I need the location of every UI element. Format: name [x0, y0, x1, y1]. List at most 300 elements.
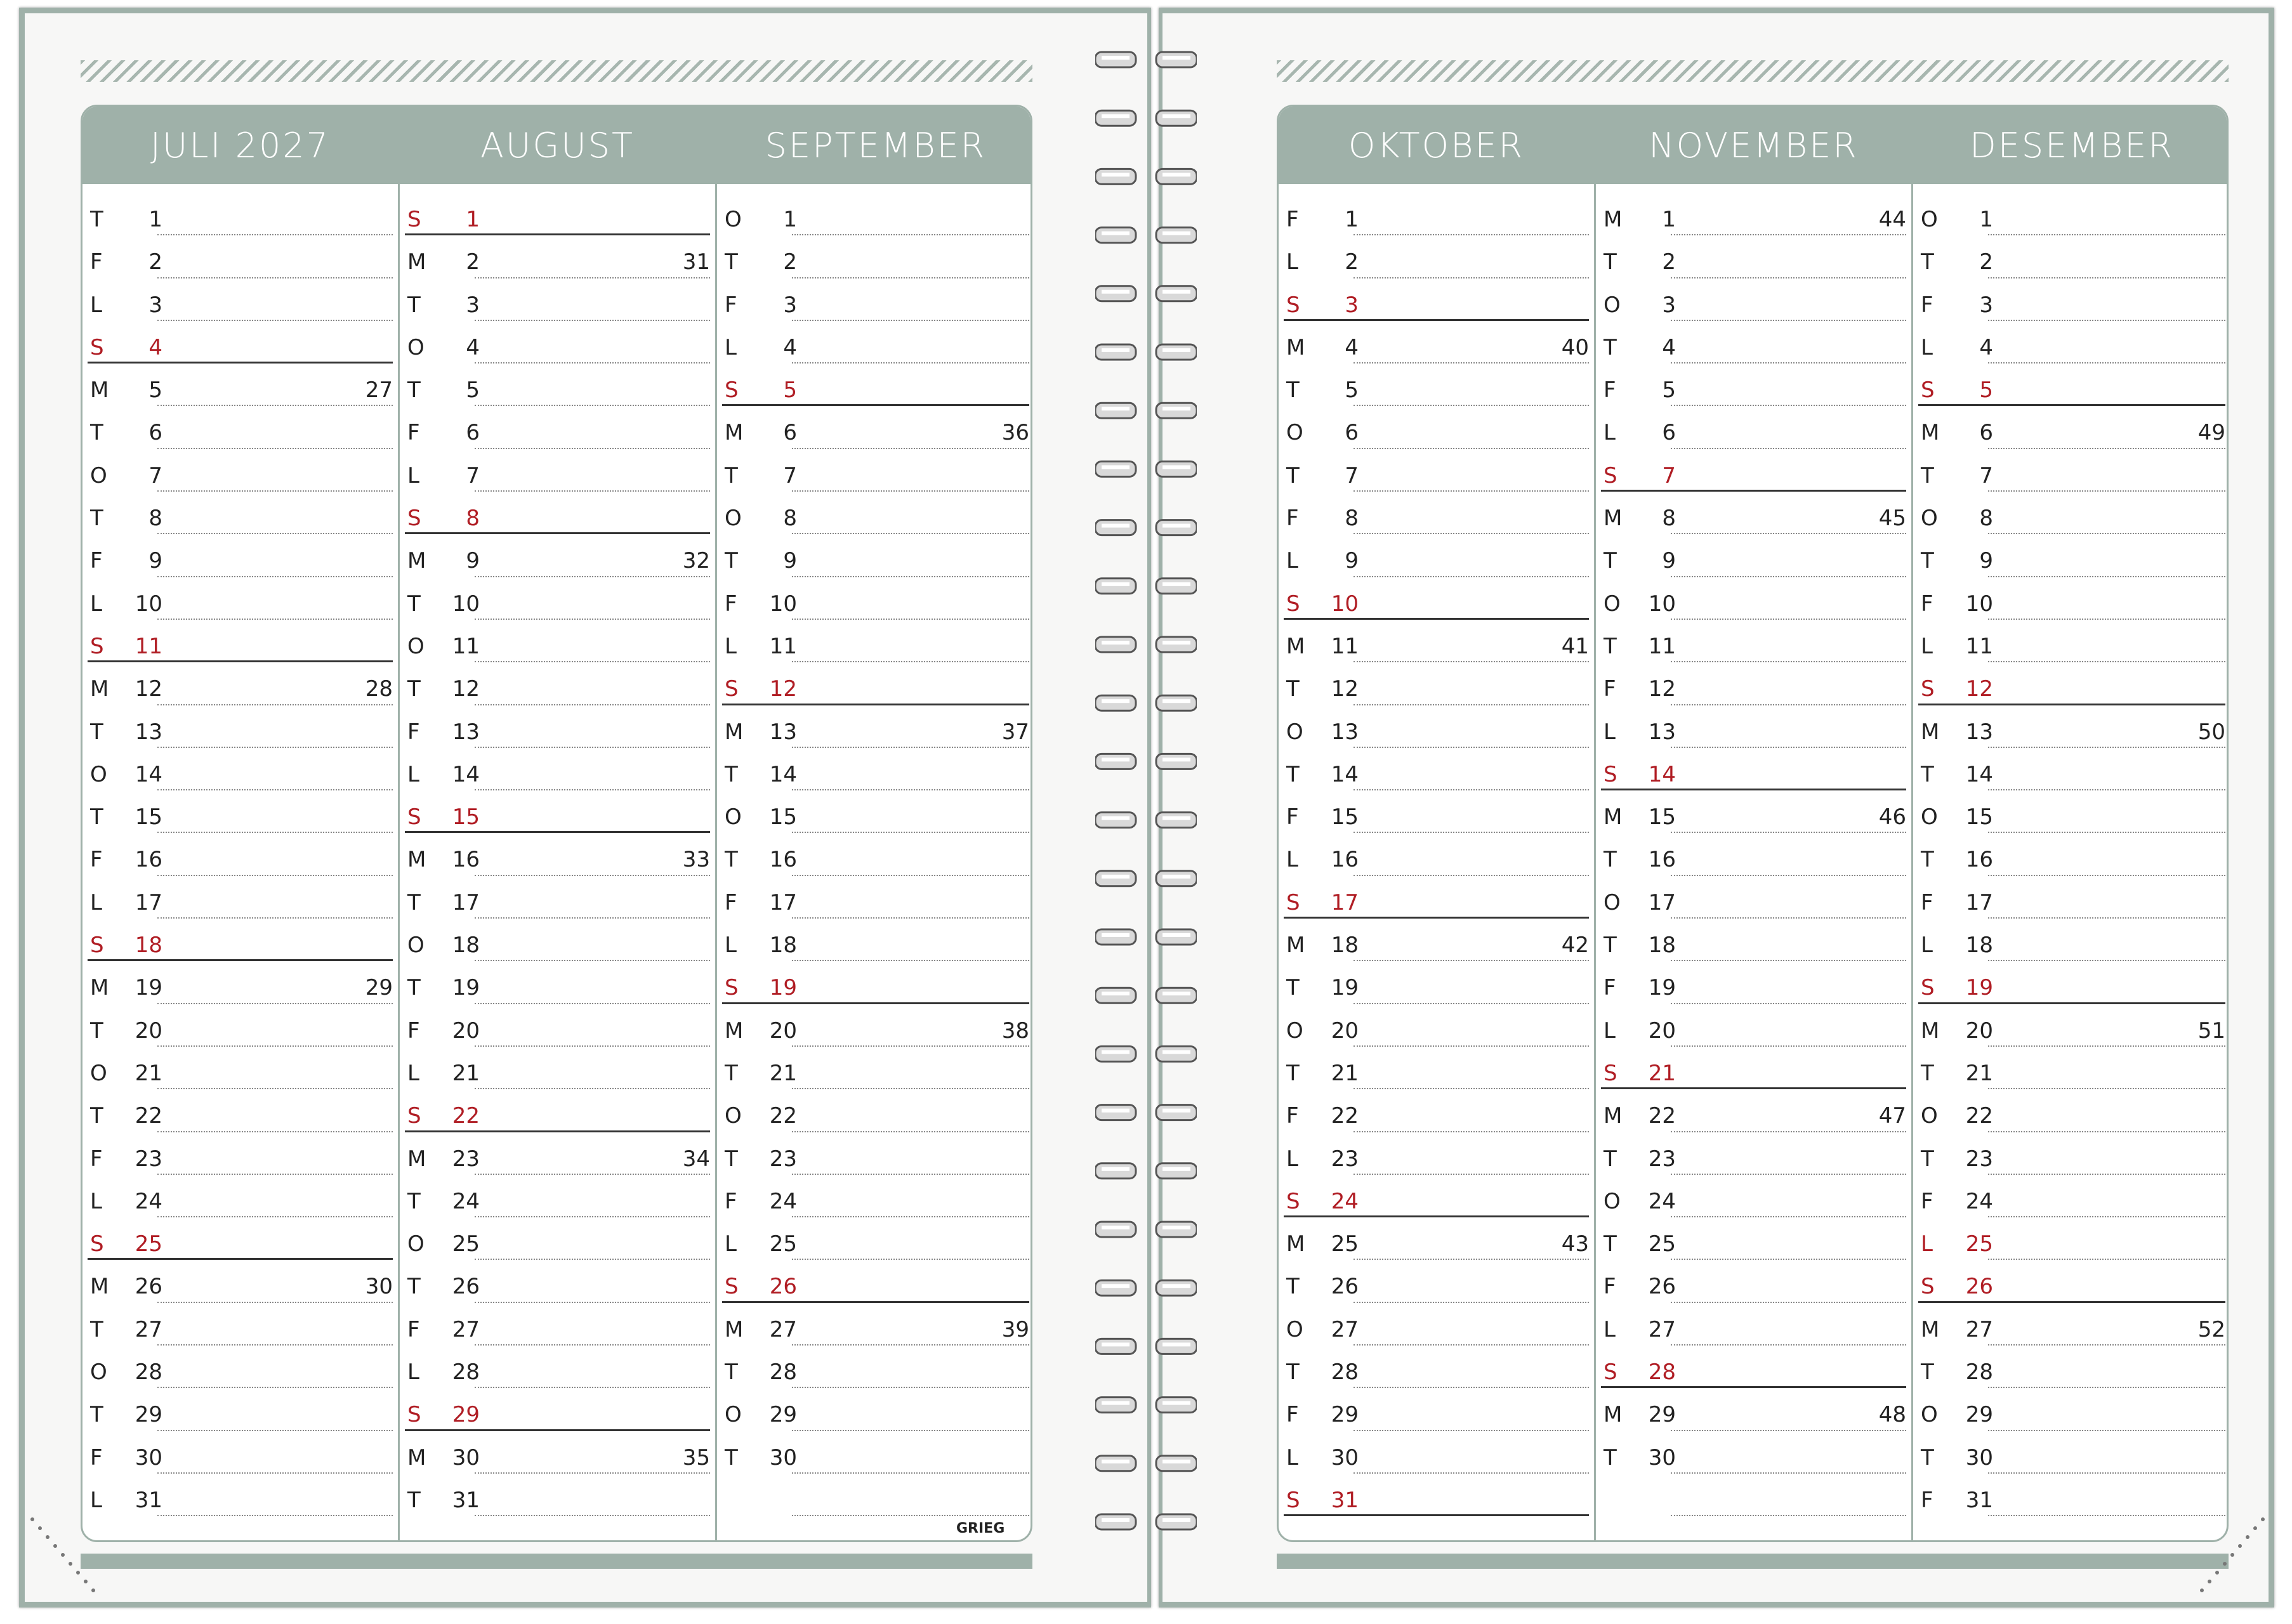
day-row: [1913, 710, 2229, 753]
writing-line[interactable]: [475, 1515, 710, 1516]
writing-line[interactable]: [475, 960, 710, 961]
writing-line[interactable]: [1284, 618, 1589, 620]
writing-line[interactable]: [1988, 362, 2225, 363]
writing-line[interactable]: [792, 875, 1029, 876]
writing-line[interactable]: [475, 277, 710, 278]
writing-line[interactable]: [475, 320, 710, 321]
writing-line[interactable]: [1353, 789, 1589, 790]
writing-line[interactable]: [792, 1045, 1029, 1047]
writing-line[interactable]: [792, 576, 1029, 577]
writing-line[interactable]: [792, 1344, 1029, 1346]
writing-line[interactable]: [1988, 1045, 2225, 1047]
writing-line[interactable]: [1988, 1131, 2225, 1132]
writing-line[interactable]: [405, 1130, 710, 1132]
writing-line[interactable]: [722, 1002, 1029, 1004]
day-number: 12: [452, 676, 480, 702]
day-number: 24: [1965, 1188, 1993, 1214]
day-number: 11: [769, 633, 797, 659]
weekday-letter: O: [725, 804, 742, 830]
weekday-letter: M: [1604, 506, 1623, 532]
week-number: 41: [1561, 633, 1589, 659]
day-row: [1279, 966, 1594, 1009]
writing-line[interactable]: [1918, 1301, 2225, 1303]
writing-line[interactable]: [1353, 490, 1589, 492]
day-number: 8: [1662, 506, 1676, 532]
weekday-letter: L: [1921, 334, 1933, 360]
writing-line[interactable]: [1671, 405, 1906, 406]
writing-line[interactable]: [1918, 404, 2225, 406]
day-number: 24: [769, 1188, 797, 1214]
writing-line[interactable]: [157, 1302, 393, 1303]
weekday-letter: M: [1604, 207, 1623, 232]
writing-line[interactable]: [1671, 576, 1906, 577]
writing-line[interactable]: [792, 533, 1029, 534]
writing-line[interactable]: [792, 1515, 1029, 1516]
writing-line[interactable]: [88, 362, 393, 363]
writing-line[interactable]: [1988, 1259, 2225, 1260]
day-number: 2: [783, 249, 797, 275]
writing-line[interactable]: [1353, 448, 1589, 449]
writing-line[interactable]: [157, 747, 393, 748]
day-number: 12: [1965, 676, 1993, 702]
writing-line[interactable]: [1671, 1045, 1906, 1047]
writing-line[interactable]: [1988, 619, 2225, 620]
writing-line[interactable]: [792, 747, 1029, 748]
spiral-ring: [1095, 1398, 1197, 1413]
writing-line[interactable]: [792, 1088, 1029, 1089]
day-row: [400, 454, 715, 497]
writing-line[interactable]: [1353, 576, 1589, 577]
writing-line[interactable]: [1353, 1088, 1589, 1089]
day-row: [1596, 966, 1911, 1009]
day-row: [1279, 284, 1594, 326]
writing-line[interactable]: [1353, 234, 1589, 235]
weekday-letter: T: [725, 1146, 738, 1172]
writing-line[interactable]: [792, 832, 1029, 833]
writing-line[interactable]: [1353, 1174, 1589, 1175]
writing-line[interactable]: [1601, 1386, 1906, 1388]
day-number: 15: [769, 804, 797, 830]
writing-line[interactable]: [475, 747, 710, 748]
writing-line[interactable]: [1671, 533, 1906, 534]
writing-line[interactable]: [792, 1259, 1029, 1260]
day-row: [1913, 1479, 2229, 1521]
weekday-letter: M: [407, 1444, 426, 1470]
writing-line[interactable]: [157, 1430, 393, 1431]
writing-line[interactable]: [475, 1472, 710, 1474]
writing-line[interactable]: [1353, 1387, 1589, 1388]
writing-line[interactable]: [1988, 747, 2225, 748]
day-number: 17: [769, 889, 797, 915]
writing-line[interactable]: [157, 1515, 393, 1516]
writing-line[interactable]: [1601, 490, 1906, 492]
day-row: [400, 1052, 715, 1094]
writing-line[interactable]: [1353, 405, 1589, 406]
writing-line[interactable]: [475, 1088, 710, 1089]
writing-line[interactable]: [157, 448, 393, 449]
week-number: 43: [1561, 1231, 1589, 1257]
writing-line[interactable]: [157, 405, 393, 406]
weekday-letter: M: [1286, 933, 1305, 959]
writing-line[interactable]: [1671, 362, 1906, 363]
day-row: [1596, 369, 1911, 411]
writing-line[interactable]: [157, 619, 393, 620]
writing-line[interactable]: [1671, 832, 1906, 833]
writing-line[interactable]: [1353, 533, 1589, 534]
writing-line[interactable]: [1988, 234, 2225, 235]
writing-line[interactable]: [722, 1301, 1029, 1303]
day-row: [1913, 369, 2229, 411]
month-header: DESEMBER: [1913, 107, 2229, 184]
day-number: 20: [135, 1018, 162, 1044]
writing-line[interactable]: [1671, 1472, 1906, 1474]
weekday-letter: T: [90, 1018, 103, 1044]
writing-line[interactable]: [792, 362, 1029, 363]
day-number: 6: [1345, 420, 1359, 446]
day-row: [400, 753, 715, 796]
day-row: [717, 1308, 1032, 1351]
writing-line[interactable]: [475, 1003, 710, 1004]
writing-line[interactable]: [1284, 917, 1589, 919]
writing-line[interactable]: [1284, 1215, 1589, 1217]
writing-line[interactable]: [157, 490, 393, 492]
day-number: 20: [1965, 1018, 1993, 1044]
weekday-letter: O: [407, 1231, 425, 1257]
day-number: 8: [783, 506, 797, 532]
writing-line[interactable]: [1671, 1216, 1906, 1217]
day-number: 11: [1331, 633, 1359, 659]
weekday-letter: O: [1286, 420, 1303, 446]
writing-line[interactable]: [792, 1430, 1029, 1431]
writing-line[interactable]: [1353, 875, 1589, 876]
day-number: 3: [148, 292, 162, 318]
day-row: [717, 1393, 1032, 1436]
writing-line[interactable]: [1353, 661, 1589, 662]
writing-line[interactable]: [792, 320, 1029, 321]
writing-line[interactable]: [1918, 704, 2225, 705]
writing-line[interactable]: [792, 789, 1029, 790]
writing-line[interactable]: [475, 362, 710, 363]
day-number: 18: [769, 933, 797, 959]
writing-line[interactable]: [1988, 875, 2225, 876]
writing-line[interactable]: [475, 789, 710, 790]
weekday-letter: O: [90, 1060, 107, 1086]
writing-line[interactable]: [405, 831, 710, 833]
writing-line[interactable]: [1988, 1174, 2225, 1175]
writing-line[interactable]: [1353, 1302, 1589, 1303]
writing-line[interactable]: [1601, 1087, 1906, 1089]
week-number: 40: [1561, 334, 1589, 360]
writing-line[interactable]: [1671, 1430, 1906, 1431]
weekday-letter: L: [1286, 847, 1298, 873]
writing-line[interactable]: [1988, 1344, 2225, 1346]
day-row: [82, 1009, 398, 1052]
writing-line[interactable]: [1671, 1302, 1906, 1303]
writing-line[interactable]: [722, 704, 1029, 705]
writing-line[interactable]: [1988, 1515, 2225, 1516]
weekday-letter: S: [1921, 676, 1935, 702]
writing-line[interactable]: [1988, 448, 2225, 449]
writing-line[interactable]: [475, 1045, 710, 1047]
writing-line[interactable]: [1353, 1344, 1589, 1346]
writing-line[interactable]: [157, 1472, 393, 1474]
writing-line[interactable]: [1671, 747, 1906, 748]
decorative-stripe: [81, 60, 1032, 82]
day-number: 20: [769, 1018, 797, 1044]
writing-line[interactable]: [475, 661, 710, 662]
writing-line[interactable]: [1988, 533, 2225, 534]
writing-line[interactable]: [792, 1472, 1029, 1474]
writing-line[interactable]: [157, 1174, 393, 1175]
day-number: 14: [135, 761, 162, 787]
writing-line[interactable]: [475, 1259, 710, 1260]
day-row: [400, 838, 715, 881]
writing-line[interactable]: [157, 234, 393, 235]
weekday-letter: T: [725, 1060, 738, 1086]
writing-line[interactable]: [475, 1344, 710, 1346]
weekday-letter: T: [1921, 462, 1934, 488]
day-row: [717, 625, 1032, 667]
weekday-letter: O: [725, 506, 742, 532]
writing-line[interactable]: [157, 1387, 393, 1388]
day-number: 25: [769, 1231, 797, 1257]
day-row: [1596, 881, 1911, 924]
writing-line[interactable]: [1671, 1174, 1906, 1175]
writing-line[interactable]: [1671, 320, 1906, 321]
week-number: 45: [1878, 506, 1906, 532]
writing-line[interactable]: [475, 1302, 710, 1303]
weekday-letter: O: [725, 207, 742, 232]
writing-line[interactable]: [1353, 747, 1589, 748]
writing-line[interactable]: [157, 875, 393, 876]
writing-line[interactable]: [1353, 1430, 1589, 1431]
writing-line[interactable]: [1353, 960, 1589, 961]
writing-line[interactable]: [475, 1174, 710, 1175]
writing-line[interactable]: [792, 619, 1029, 620]
writing-line[interactable]: [157, 576, 393, 577]
writing-line[interactable]: [1671, 661, 1906, 662]
weekday-letter: L: [1604, 719, 1616, 745]
writing-line[interactable]: [157, 917, 393, 919]
writing-line[interactable]: [475, 1216, 710, 1217]
weekday-letter: F: [1921, 889, 1933, 915]
writing-line[interactable]: [1918, 1002, 2225, 1004]
writing-line[interactable]: [475, 576, 710, 577]
day-row: [1279, 1094, 1594, 1137]
weekday-letter: F: [1286, 506, 1299, 532]
writing-line[interactable]: [1601, 789, 1906, 790]
day-number: 17: [452, 889, 480, 915]
day-number: 19: [1965, 975, 1993, 1001]
writing-line[interactable]: [1671, 1131, 1906, 1132]
writing-line[interactable]: [1671, 917, 1906, 919]
writing-line[interactable]: [475, 405, 710, 406]
day-number: 22: [1965, 1103, 1993, 1129]
writing-line[interactable]: [1671, 1344, 1906, 1346]
weekday-letter: M: [1921, 1018, 1940, 1044]
writing-line[interactable]: [1988, 832, 2225, 833]
writing-line[interactable]: [157, 1088, 393, 1089]
day-row: [400, 1393, 715, 1436]
writing-line[interactable]: [1671, 1515, 1906, 1516]
spiral-ring: [1095, 988, 1197, 1003]
writing-line[interactable]: [157, 1131, 393, 1132]
writing-line[interactable]: [1353, 1131, 1589, 1132]
weekday-letter: S: [1604, 462, 1617, 488]
writing-line[interactable]: [1671, 277, 1906, 278]
weekday-letter: F: [1286, 804, 1299, 830]
writing-line[interactable]: [405, 532, 710, 534]
writing-line[interactable]: [1353, 1003, 1589, 1004]
writing-line[interactable]: [405, 233, 710, 235]
writing-line[interactable]: [1988, 1216, 2225, 1217]
day-row: [1279, 753, 1594, 796]
day-number: 23: [135, 1146, 162, 1172]
day-row: [1279, 838, 1594, 881]
weekday-letter: S: [1286, 591, 1300, 617]
writing-line[interactable]: [1988, 320, 2225, 321]
writing-line[interactable]: [157, 832, 393, 833]
writing-line[interactable]: [792, 448, 1029, 449]
weekday-letter: O: [1604, 889, 1621, 915]
writing-line[interactable]: [157, 533, 393, 534]
writing-line[interactable]: [1988, 960, 2225, 961]
writing-line[interactable]: [792, 490, 1029, 492]
day-row: [1596, 1094, 1911, 1137]
day-number: 10: [135, 591, 162, 617]
day-row: [82, 1479, 398, 1521]
writing-line[interactable]: [88, 1258, 393, 1260]
writing-line[interactable]: [1671, 960, 1906, 961]
day-row: [1279, 326, 1594, 369]
day-number: 31: [1965, 1487, 1993, 1513]
weekday-letter: T: [1286, 462, 1300, 488]
day-row: [717, 710, 1032, 753]
writing-line[interactable]: [1988, 277, 2225, 278]
weekday-letter: T: [725, 847, 738, 873]
writing-line[interactable]: [792, 960, 1029, 961]
writing-line[interactable]: [1284, 319, 1589, 321]
day-row: [1913, 198, 2229, 240]
day-number: 28: [452, 1359, 480, 1385]
writing-line[interactable]: [1353, 704, 1589, 705]
writing-line[interactable]: [792, 917, 1029, 919]
writing-line[interactable]: [1671, 1003, 1906, 1004]
writing-line[interactable]: [792, 234, 1029, 235]
writing-line[interactable]: [475, 917, 710, 919]
writing-line[interactable]: [1988, 490, 2225, 492]
writing-line[interactable]: [1671, 448, 1906, 449]
writing-line[interactable]: [1353, 1472, 1589, 1474]
writing-line[interactable]: [1353, 277, 1589, 278]
writing-line[interactable]: [792, 1131, 1029, 1132]
day-number: 2: [1662, 249, 1676, 275]
day-row: [1279, 582, 1594, 625]
writing-line[interactable]: [88, 660, 393, 662]
writing-line[interactable]: [1671, 1259, 1906, 1260]
writing-line[interactable]: [1353, 1259, 1589, 1260]
weekday-letter: L: [407, 1359, 419, 1385]
writing-line[interactable]: [157, 277, 393, 278]
writing-line[interactable]: [1671, 619, 1906, 620]
day-number: 5: [1662, 377, 1676, 403]
writing-line[interactable]: [1988, 576, 2225, 577]
writing-line[interactable]: [792, 1387, 1029, 1388]
writing-line[interactable]: [157, 789, 393, 790]
writing-line[interactable]: [1284, 1514, 1589, 1516]
writing-line[interactable]: [792, 1174, 1029, 1175]
weekday-letter: S: [1286, 1487, 1300, 1513]
writing-line[interactable]: [157, 1003, 393, 1004]
weekday-letter: F: [1921, 1188, 1933, 1214]
spiral-ring: [1095, 754, 1197, 769]
day-row: [400, 1180, 715, 1222]
writing-line[interactable]: [1988, 1088, 2225, 1089]
writing-line[interactable]: [792, 661, 1029, 662]
writing-line[interactable]: [475, 448, 710, 449]
writing-line[interactable]: [88, 959, 393, 961]
writing-line[interactable]: [792, 277, 1029, 278]
writing-line[interactable]: [157, 1344, 393, 1346]
writing-line[interactable]: [1988, 789, 2225, 790]
writing-line[interactable]: [1988, 661, 2225, 662]
writing-line[interactable]: [722, 404, 1029, 406]
weekday-letter: M: [1921, 1316, 1940, 1342]
writing-line[interactable]: [1988, 1430, 2225, 1431]
writing-line[interactable]: [1988, 1387, 2225, 1388]
day-number: 29: [135, 1402, 162, 1428]
writing-line[interactable]: [475, 704, 710, 705]
writing-line[interactable]: [1353, 362, 1589, 363]
day-number: 11: [1965, 633, 1993, 659]
weekday-letter: S: [725, 676, 739, 702]
writing-line[interactable]: [792, 1216, 1029, 1217]
day-row: [1596, 1393, 1911, 1436]
writing-line[interactable]: [1671, 875, 1906, 876]
day-row: [400, 1308, 715, 1351]
writing-line[interactable]: [1353, 832, 1589, 833]
writing-line[interactable]: [475, 1387, 710, 1388]
day-row: [717, 1351, 1032, 1393]
day-row: [717, 881, 1032, 924]
weekday-letter: O: [1921, 1103, 1938, 1129]
writing-line[interactable]: [157, 1216, 393, 1217]
weekday-letter: T: [1604, 249, 1617, 275]
writing-line[interactable]: [475, 875, 710, 876]
writing-line[interactable]: [157, 320, 393, 321]
writing-line[interactable]: [475, 619, 710, 620]
writing-line[interactable]: [1671, 704, 1906, 705]
day-number: 28: [1648, 1359, 1676, 1385]
spiral-ring: [1095, 1339, 1197, 1354]
day-number: 4: [783, 334, 797, 360]
writing-line[interactable]: [405, 1429, 710, 1431]
writing-line[interactable]: [1988, 917, 2225, 919]
day-number: 24: [1648, 1188, 1676, 1214]
writing-line[interactable]: [475, 490, 710, 492]
writing-line[interactable]: [1988, 1472, 2225, 1474]
day-row: [82, 1180, 398, 1222]
writing-line[interactable]: [157, 1045, 393, 1047]
writing-line[interactable]: [157, 704, 393, 705]
weekday-letter: O: [1604, 1188, 1621, 1214]
writing-line[interactable]: [1671, 234, 1906, 235]
day-row: [1596, 497, 1911, 539]
day-row: [1596, 1351, 1911, 1393]
day-row: [1596, 753, 1911, 796]
weekday-letter: L: [1286, 249, 1298, 275]
writing-line[interactable]: [1353, 1045, 1589, 1047]
